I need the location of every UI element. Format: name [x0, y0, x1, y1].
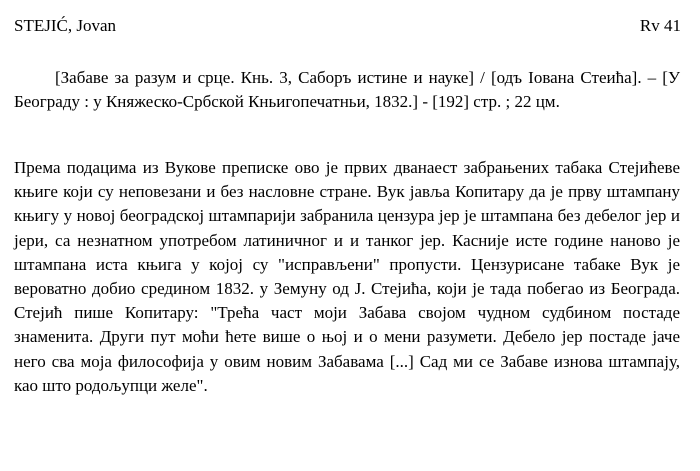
author-heading: STEJIĆ, Jovan [14, 16, 116, 35]
card-header [14, 15, 681, 37]
descriptive-note: Према подацима из Вукове преписке ово је првих дванаест забрањених табака Стејићеве књиге који су неповезани и без насловне стране. Вук јавља Копитару да је прву штампану књигу у новој београдској штампарији забранила цензура јер је штампана без дебелог јер и јери, са незнатном употребом латиничног и и танког јер. Касније исте године наново је штампана иста књига у којој су "исправљени" пропусти. Цензурисане табаке Вук је вероватно добио средином 1832. у Земуну од Ј. Стејића, који је тада побегао из Београда. Стејић пише Копитару: "Трећа част моји Забава својом чудном судбином постаде знаменита. Други пут моћи ћете више о њој и о мени разумети. Дебело јер постаде јаче него сва моја философија у овим новим Забавама [...] Сад ми се Забаве изнова штампају, као што родољупци желе". [14, 158, 680, 395]
shelfmark: Rv 41 [639, 16, 681, 35]
bibliographic-citation: [Забаве за разум и срце. Кнь. 3, Саборъ истине и науке] / [одъ Іована Стеића]. – [У Београду : у Княжеско-Србской Кньигопечатньи, 1832.] - [192] стр. ; 22 цм. [14, 68, 680, 111]
